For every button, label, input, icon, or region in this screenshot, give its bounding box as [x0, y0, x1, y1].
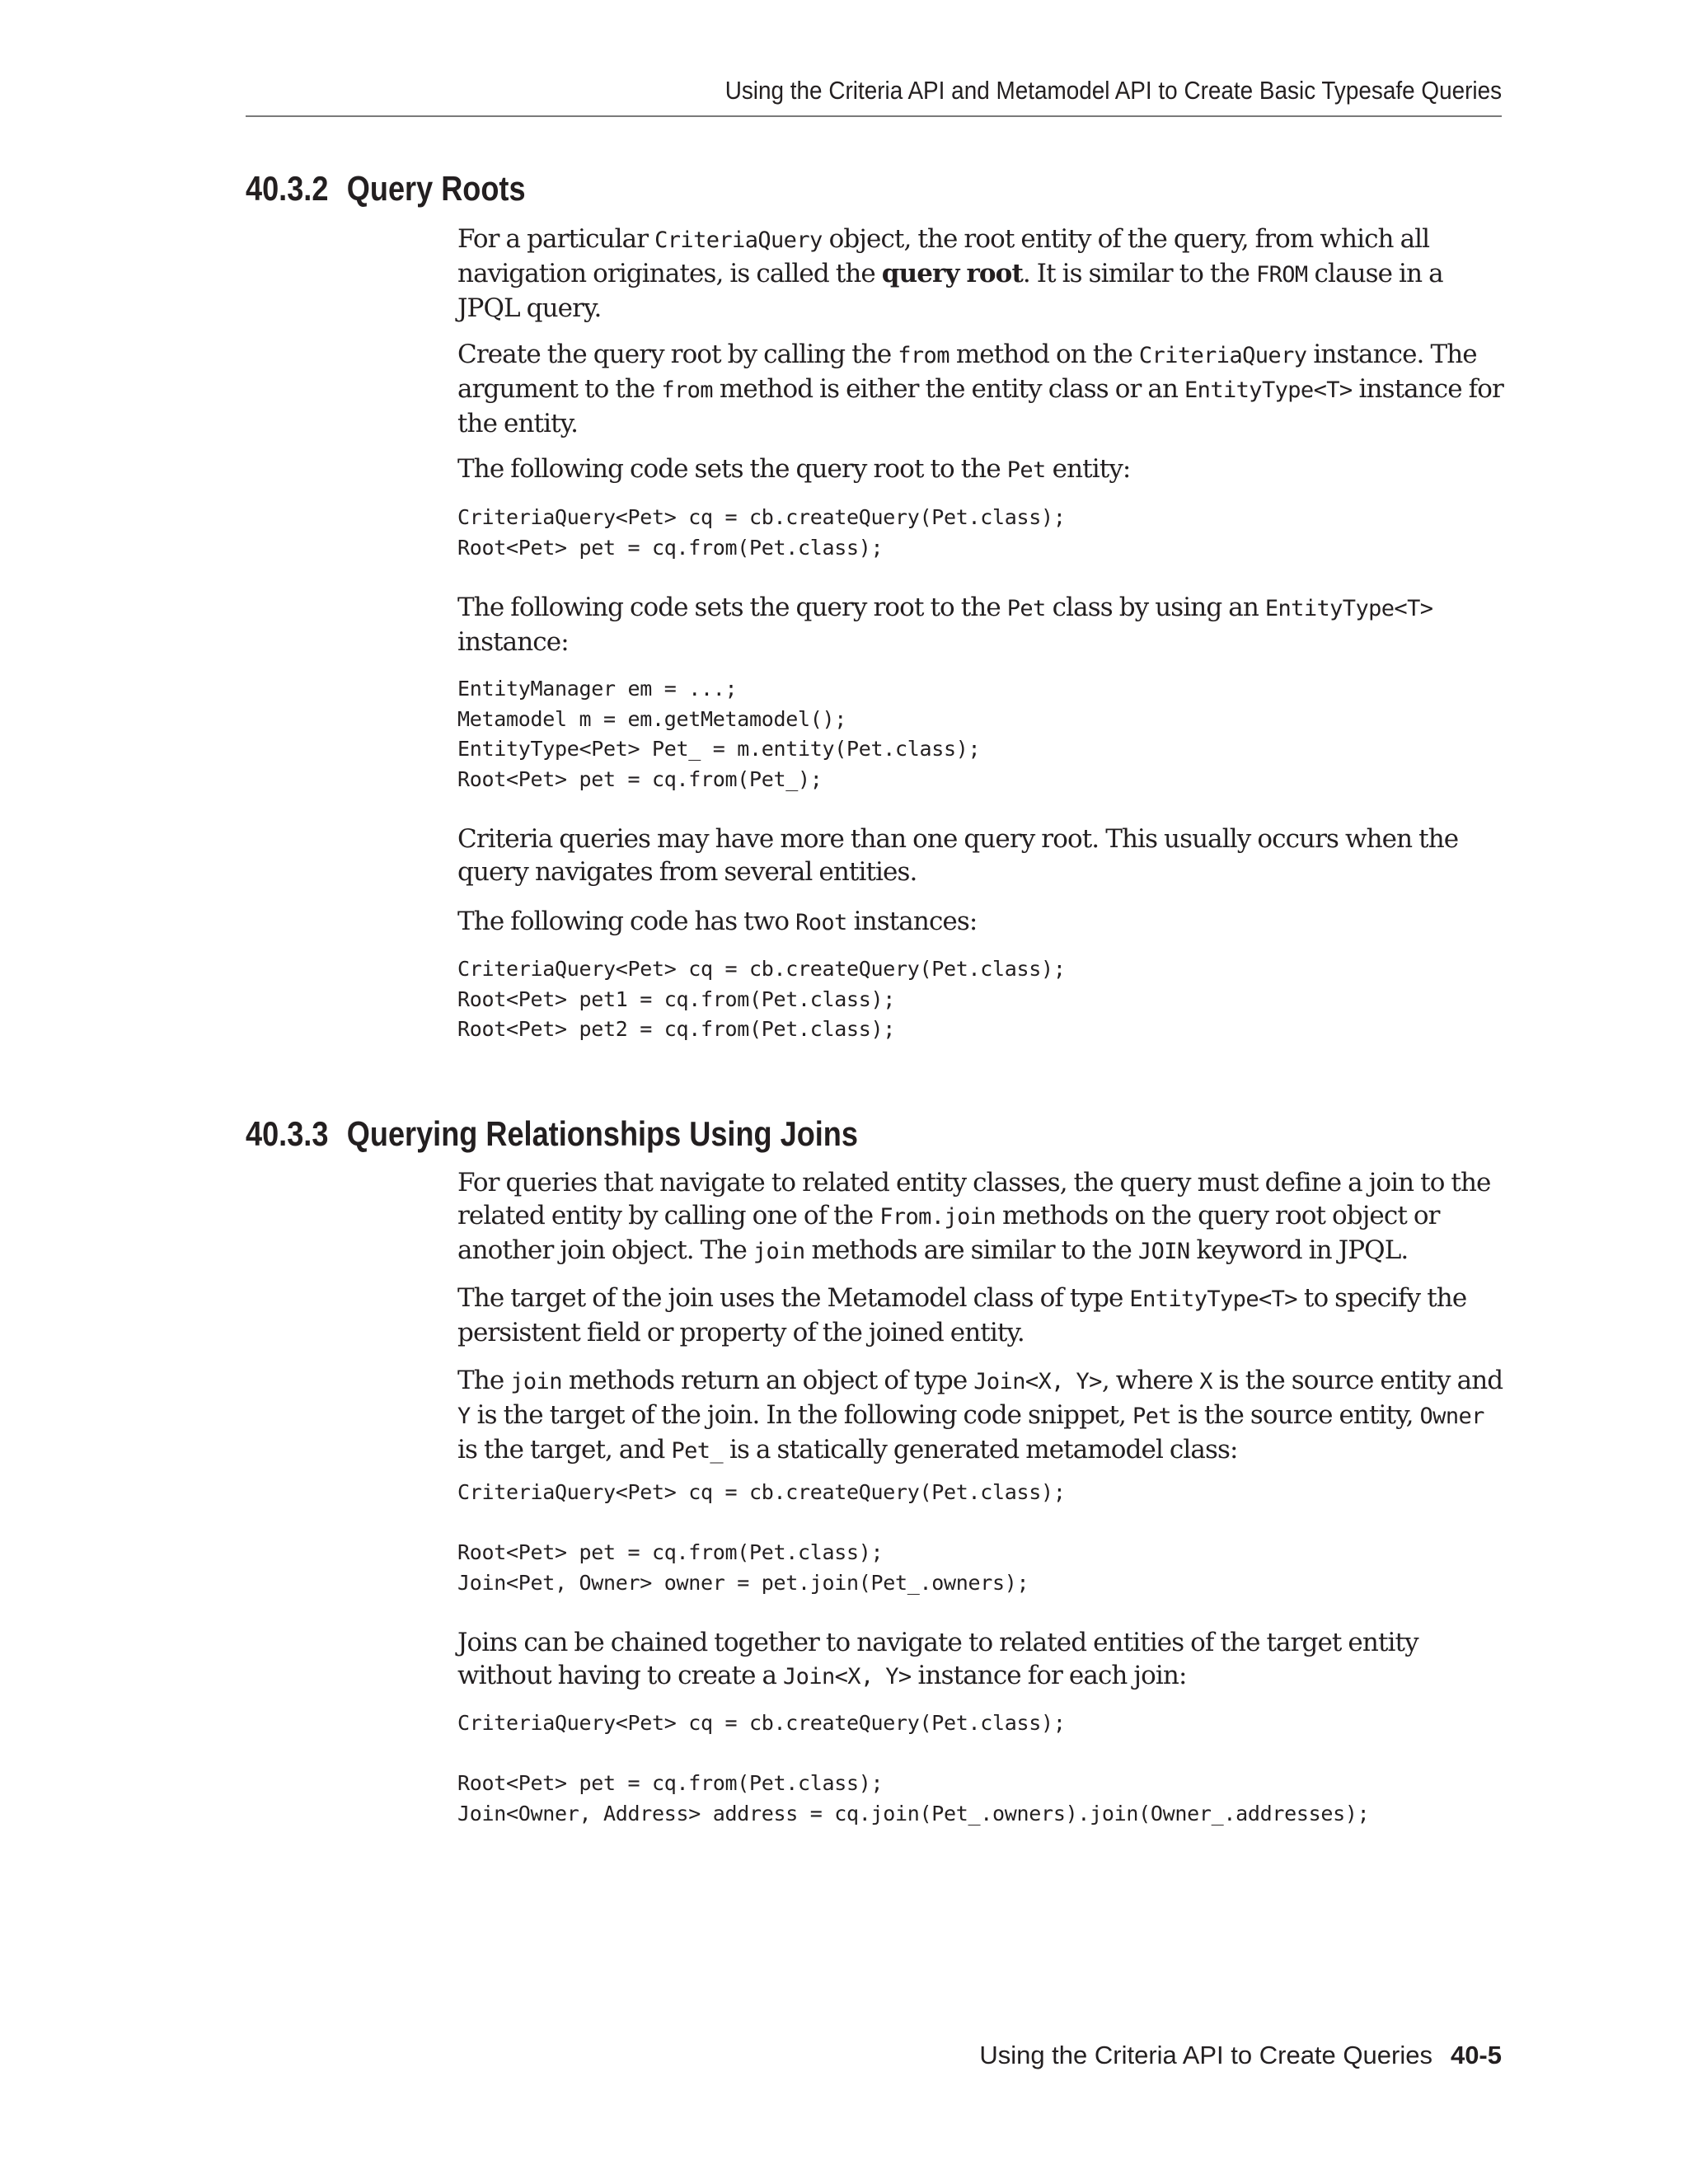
- inline-code: CriteriaQuery: [1138, 343, 1307, 368]
- paragraph: The following code has two Root instances:: [457, 907, 978, 936]
- inline-code: Pet_: [671, 1438, 724, 1464]
- inline-code: X: [1199, 1369, 1212, 1394]
- paragraph: For queries that navigate to related entity classes, the query must define a join to the related entity by calling one of the From.join methods on the query root object or another join object. The join methods are similar to the JOIN keyword in JPQL.: [457, 1168, 1491, 1265]
- paragraph: The following code sets the query root to the Pet entity:: [457, 454, 1131, 484]
- section-heading-query-roots: [246, 169, 526, 209]
- inline-code: Pet: [1006, 457, 1046, 483]
- code-block: CriteriaQuery<Pet> cq = cb.createQuery(Pet.class); Root<Pet> pet = cq.from(Pet.class);: [457, 505, 1066, 560]
- inline-code: From.join: [879, 1204, 996, 1230]
- paragraph: The join methods return an object of type Join<X, Y>, where X is the source entity and Y is the target of the join. In the following code snippet, Pet is the source entity, Owner is the target, and Pet_ is a statically generated metamodel class:: [457, 1366, 1503, 1465]
- inline-code: EntityType<T>: [1184, 377, 1353, 403]
- paragraph: Joins can be chained together to navigate to related entities of the target entity without having to create a Join<X, Y> instance for each join:: [457, 1628, 1418, 1690]
- paragraph: The target of the join uses the Metamodel class of type EntityType<T> to specify the persistent field or property of the joined entity.: [457, 1283, 1467, 1347]
- section-title: Query Roots: [346, 169, 526, 208]
- inline-code: Y: [457, 1404, 471, 1429]
- inline-code: join: [510, 1369, 562, 1394]
- code-block: CriteriaQuery<Pet> cq = cb.createQuery(Pet.class); Root<Pet> pet = cq.from(Pet.class); Join<Owner, Address> address = cq.join(Pet_.owners).join(Owner_.addresses);: [457, 1711, 1370, 1825]
- paragraph: Create the query root by calling the from method on the CriteriaQuery instance. The argument to the from method is either the entity class or an EntityType<T> instance for the entity.: [457, 340, 1503, 438]
- inline-code: JOIN: [1137, 1239, 1190, 1264]
- footer-title: Using the Criteria API to Create Queries: [979, 2041, 1432, 2069]
- code-block: CriteriaQuery<Pet> cq = cb.createQuery(Pet.class); Root<Pet> pet1 = cq.from(Pet.class); Root<Pet> pet2 = cq.from(Pet.class);: [457, 957, 1066, 1041]
- section-title: Querying Relationships Using Joins: [346, 1114, 858, 1153]
- inline-code: Join<X, Y>: [973, 1369, 1102, 1394]
- running-header-text: Using the Criteria API and Metamodel API to Create Basic Typesafe Queries: [724, 76, 1502, 105]
- inline-code: FROM: [1255, 262, 1308, 288]
- paragraph: Criteria queries may have more than one query root. This usually occurs when the query navigates from several entities.: [457, 824, 1459, 887]
- inline-code: EntityType<T>: [1264, 596, 1433, 621]
- inline-code: EntityType<T>: [1129, 1286, 1297, 1312]
- code-block: CriteriaQuery<Pet> cq = cb.createQuery(Pet.class); Root<Pet> pet = cq.from(Pet.class); Join<Pet, Owner> owner = pet.join(Pet_.owners);: [457, 1480, 1066, 1595]
- inline-code: Owner: [1419, 1404, 1484, 1429]
- inline-code: Pet: [1132, 1404, 1171, 1429]
- section-number: 40.3.2: [246, 169, 329, 208]
- section-number: 40.3.3: [246, 1114, 329, 1153]
- code-block: EntityManager em = ...; Metamodel m = em.getMetamodel(); EntityType<Pet> Pet_ = m.entity(Pet.class); Root<Pet> pet = cq.from(Pet_);: [457, 677, 981, 791]
- inline-code: from: [898, 343, 950, 368]
- inline-code: from: [661, 377, 713, 403]
- inline-code: join: [753, 1239, 805, 1264]
- section-heading-joins: [246, 1114, 858, 1154]
- page-number: 40-5: [1450, 2041, 1502, 2069]
- bold-term: query root: [881, 259, 1023, 288]
- running-header: [246, 71, 1502, 117]
- inline-code: Pet: [1006, 596, 1046, 621]
- paragraph: The following code sets the query root to the Pet class by using an EntityType<T> instance:: [457, 593, 1433, 657]
- inline-code: Root: [795, 910, 847, 935]
- inline-code: CriteriaQuery: [654, 227, 823, 253]
- paragraph: For a particular CriteriaQuery object, the root entity of the query, from which all navigation originates, is called the query root. It is similar to the FROM clause in a JPQL query.: [457, 224, 1443, 323]
- inline-code: Join<X, Y>: [783, 1664, 912, 1690]
- page-footer: [979, 2041, 1502, 2070]
